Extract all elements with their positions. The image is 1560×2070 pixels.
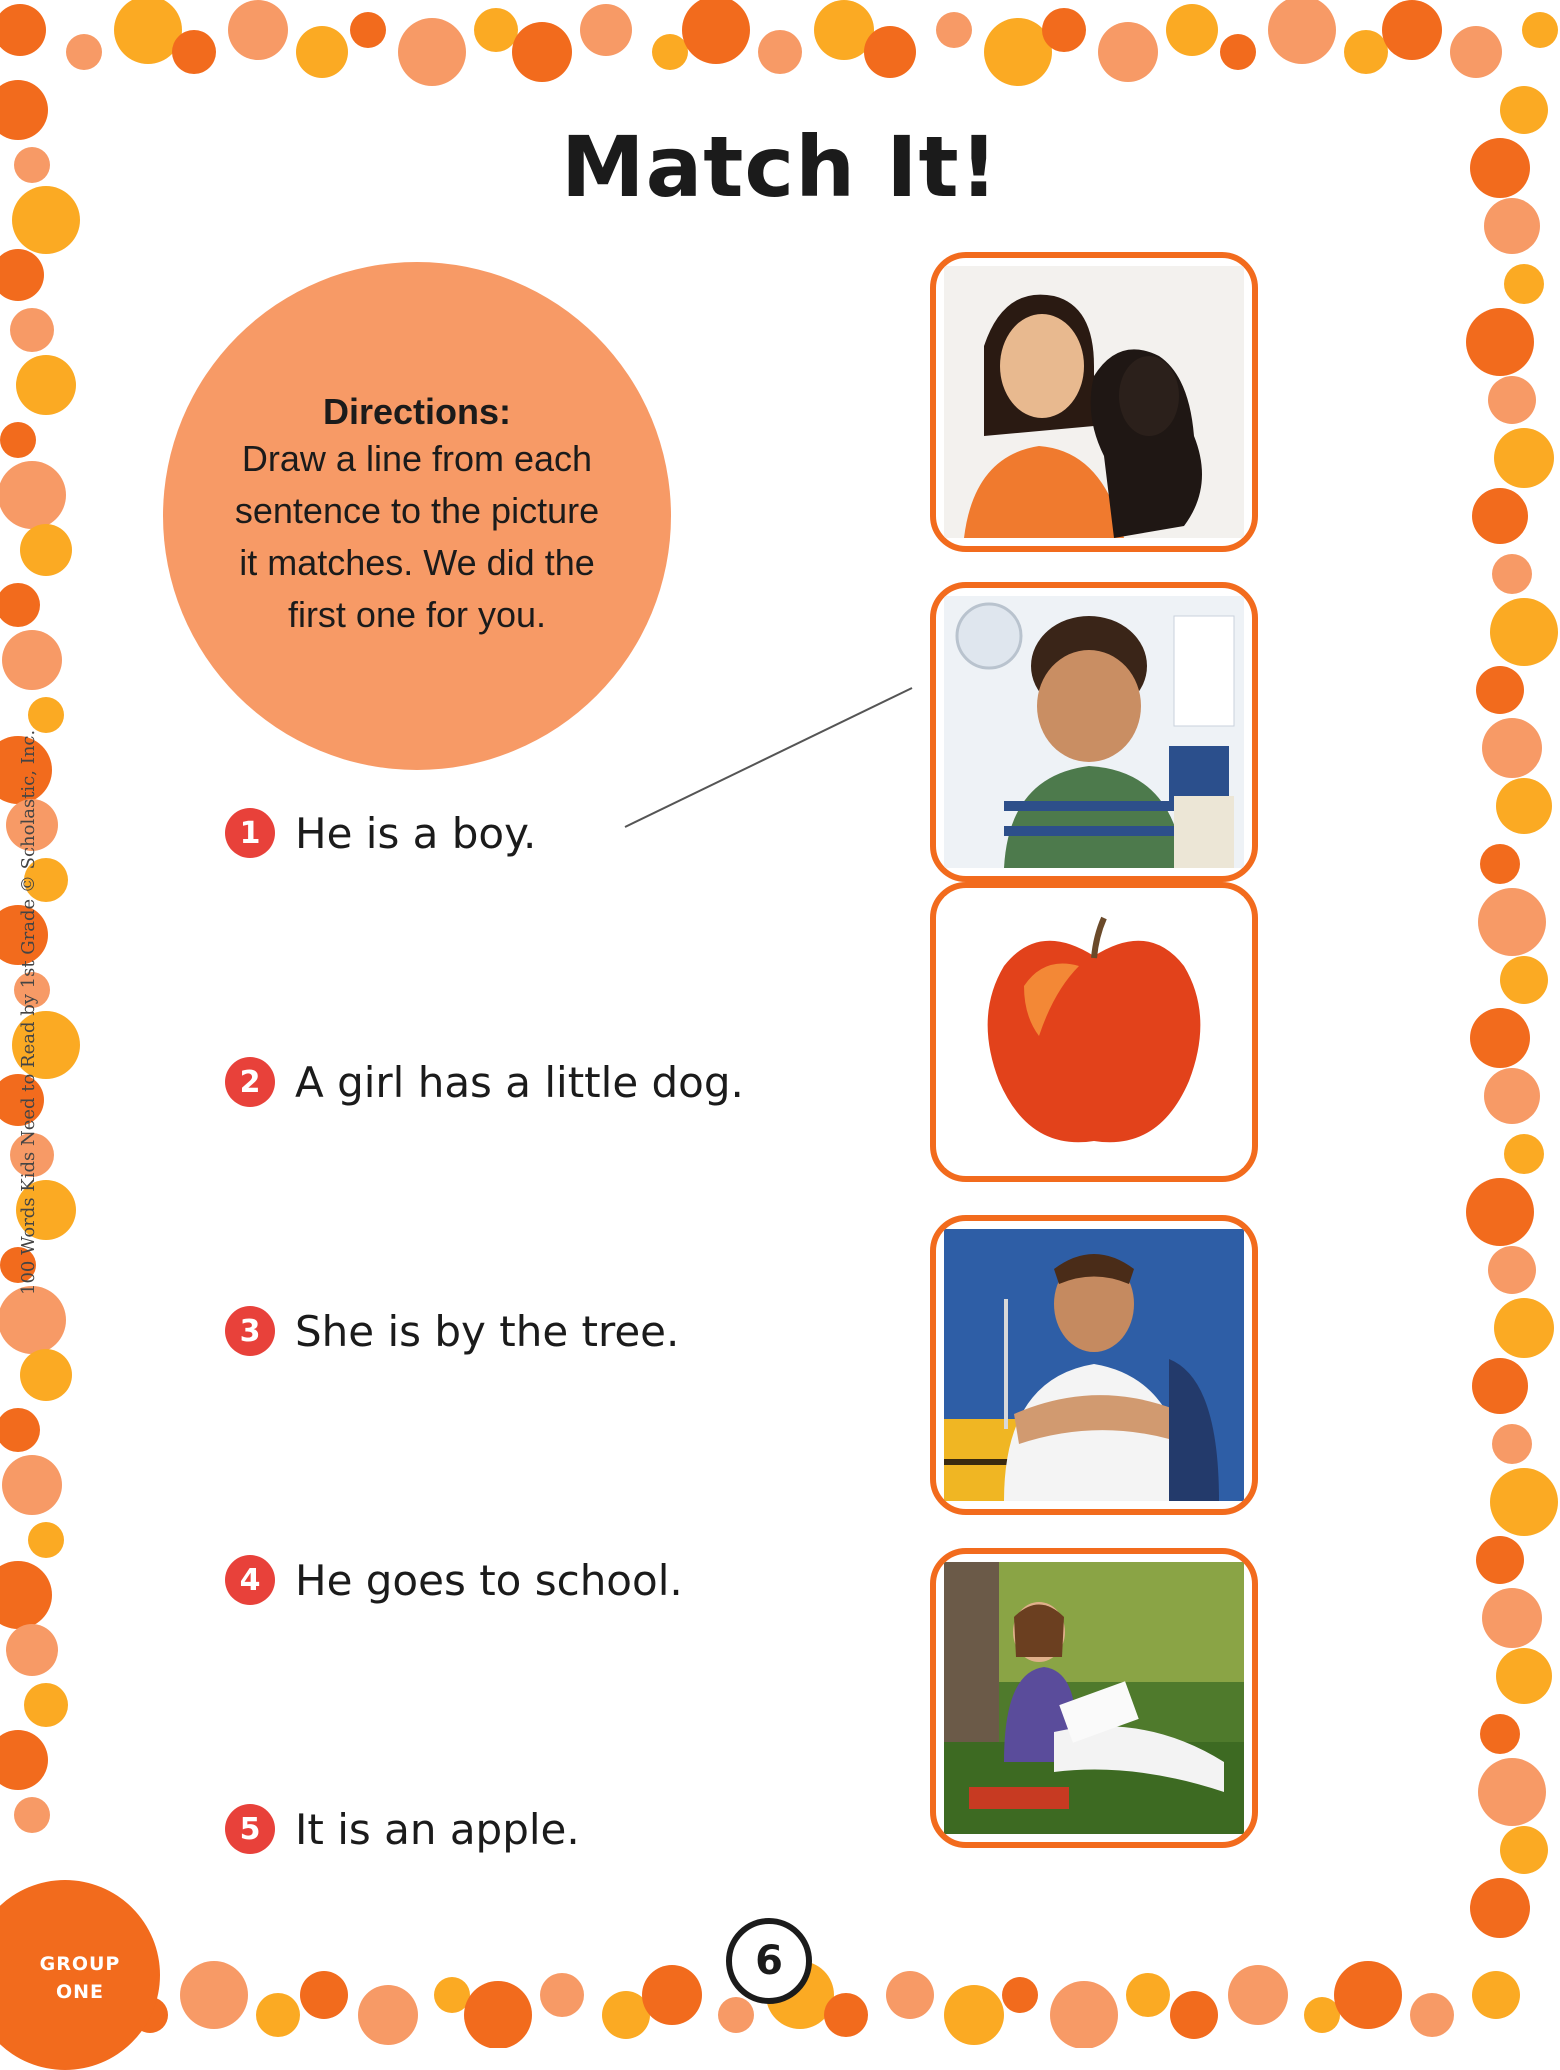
number-badge: 2 [225,1057,275,1107]
border-dot [1500,956,1548,1004]
border-dot [1166,4,1218,56]
girl-reading-by-tree-photo [944,1562,1244,1834]
border-dot [0,4,46,56]
border-dot [256,1993,300,2037]
directions-heading: Directions: [322,391,512,432]
border-dot [1042,8,1086,52]
picture-apple[interactable] [930,882,1258,1182]
border-dot [114,0,182,64]
border-dot [758,30,802,74]
boy-with-backpack-photo [944,1229,1244,1501]
border-dot [1496,1648,1552,1704]
border-dot [2,1455,62,1515]
border-dot [474,8,518,52]
border-dot [1050,1981,1118,2048]
border-dot [0,1286,66,1354]
group-label: GROUP ONE [39,1953,121,2003]
border-dot [1488,1246,1536,1294]
border-dot [1466,1178,1534,1246]
border-dot [0,1408,40,1452]
sentence-text: She is by the tree. [295,1306,680,1356]
border-dot [0,461,66,529]
border-dot [1492,1424,1532,1464]
border-dot [1382,0,1442,60]
border-dot [1494,428,1554,488]
border-dot [296,26,348,78]
border-dot [1480,844,1520,884]
border-dot [1490,1468,1558,1536]
border-dot [1478,888,1546,956]
picture-boy-with-backpack[interactable] [930,1215,1258,1515]
border-dot [1220,34,1256,70]
border-dot [1466,308,1534,376]
border-dot [398,18,466,86]
border-dot [1476,666,1524,714]
boy-photo [944,596,1244,868]
border-dot [1488,376,1536,424]
border-dot [1484,1068,1540,1124]
border-dot [1410,1993,1454,2037]
border-dot [540,1973,584,2017]
border-dot [1268,0,1336,64]
sentence-3 [225,1303,679,1359]
border-dot [1002,1977,1038,2013]
border-dot [824,1993,868,2037]
sentence-text: A girl has a little dog. [295,1057,744,1107]
border-dot [434,1977,470,2013]
border-dot [1478,1758,1546,1826]
border-dot [1304,1997,1340,2033]
border-dot [1472,1971,1520,2019]
border-dot [1504,1134,1544,1174]
border-dot [652,34,688,70]
border-dot [0,1730,48,1790]
border-dot [1500,1826,1548,1874]
border-dot [1470,1878,1530,1938]
number-badge: 3 [225,1306,275,1356]
border-dot [944,1985,1004,2045]
border-dot [1344,30,1388,74]
number-badge: 5 [225,1804,275,1854]
border-dot [1480,1714,1520,1754]
border-dot [1334,1961,1402,2029]
sentence-1 [225,805,536,861]
border-dot [0,249,44,301]
border-dot [936,12,972,48]
sentence-5 [225,1801,580,1857]
border-dot [0,1561,52,1629]
directions-circle [163,262,671,770]
border-dot [1482,718,1542,778]
border-dot [886,1971,934,2019]
border-dot [6,1624,58,1676]
picture-girl-reading-by-tree[interactable] [930,1548,1258,1848]
picture-girl-with-dog[interactable] [930,252,1258,552]
border-dot [300,1971,348,2019]
border-dot [1482,1588,1542,1648]
border-dot [20,524,72,576]
sentence-text: He is a boy. [295,808,537,858]
border-dot [984,18,1052,86]
picture-boy[interactable] [930,582,1258,882]
border-dot [66,34,102,70]
border-dot [1450,26,1502,78]
border-dot [642,1965,702,2025]
page-number: 6 [726,1918,812,2004]
border-dot [2,630,62,690]
border-dot [864,26,916,78]
border-dot [0,422,36,458]
border-dot [172,30,216,74]
border-dot [1126,1973,1170,2017]
border-dot [20,1349,72,1401]
border-dot [358,1985,418,2045]
border-dot [1522,12,1558,48]
apple-photo [944,896,1244,1168]
number-badge: 4 [225,1555,275,1605]
border-dot [1472,1358,1528,1414]
number-badge: 1 [225,808,275,858]
sentence-4 [225,1552,683,1608]
border-dot [1170,1991,1218,2039]
sentence-2 [225,1054,744,1110]
border-dot [580,4,632,56]
border-dot [1494,1298,1554,1358]
copyright-credit: 100 Words Kids Need to Read by 1st Grade © Scholastic, Inc. [18,729,39,1295]
girl-with-dog-photo [944,266,1244,538]
sentence-text: It is an apple. [295,1804,580,1854]
border-dot [10,308,54,352]
border-dot [1476,1536,1524,1584]
sentence-text: He goes to school. [295,1555,683,1605]
border-dot [1470,1008,1530,1068]
page-title: Match It! [561,118,999,216]
border-dot [28,697,64,733]
border-dot [14,1797,50,1833]
border-dot [228,0,288,60]
border-dot [180,1961,248,2029]
border-dot [1228,1965,1288,2025]
border-dot [1098,22,1158,82]
border-dot [24,1683,68,1727]
border-dot [16,355,76,415]
border-dot [1504,264,1544,304]
border-dot [464,1981,532,2048]
border-dot [1490,598,1558,666]
border-dot [1496,778,1552,834]
border-dot [350,12,386,48]
border-dot [0,583,40,627]
border-dot [1492,554,1532,594]
border-dot [512,22,572,82]
border-dot [718,1997,754,2033]
directions-text: Draw a line from each sentence to the picture it matches. We did the first one for you. [234,438,600,635]
border-dot [682,0,750,64]
border-dot [28,1522,64,1558]
border-dot [1472,488,1528,544]
